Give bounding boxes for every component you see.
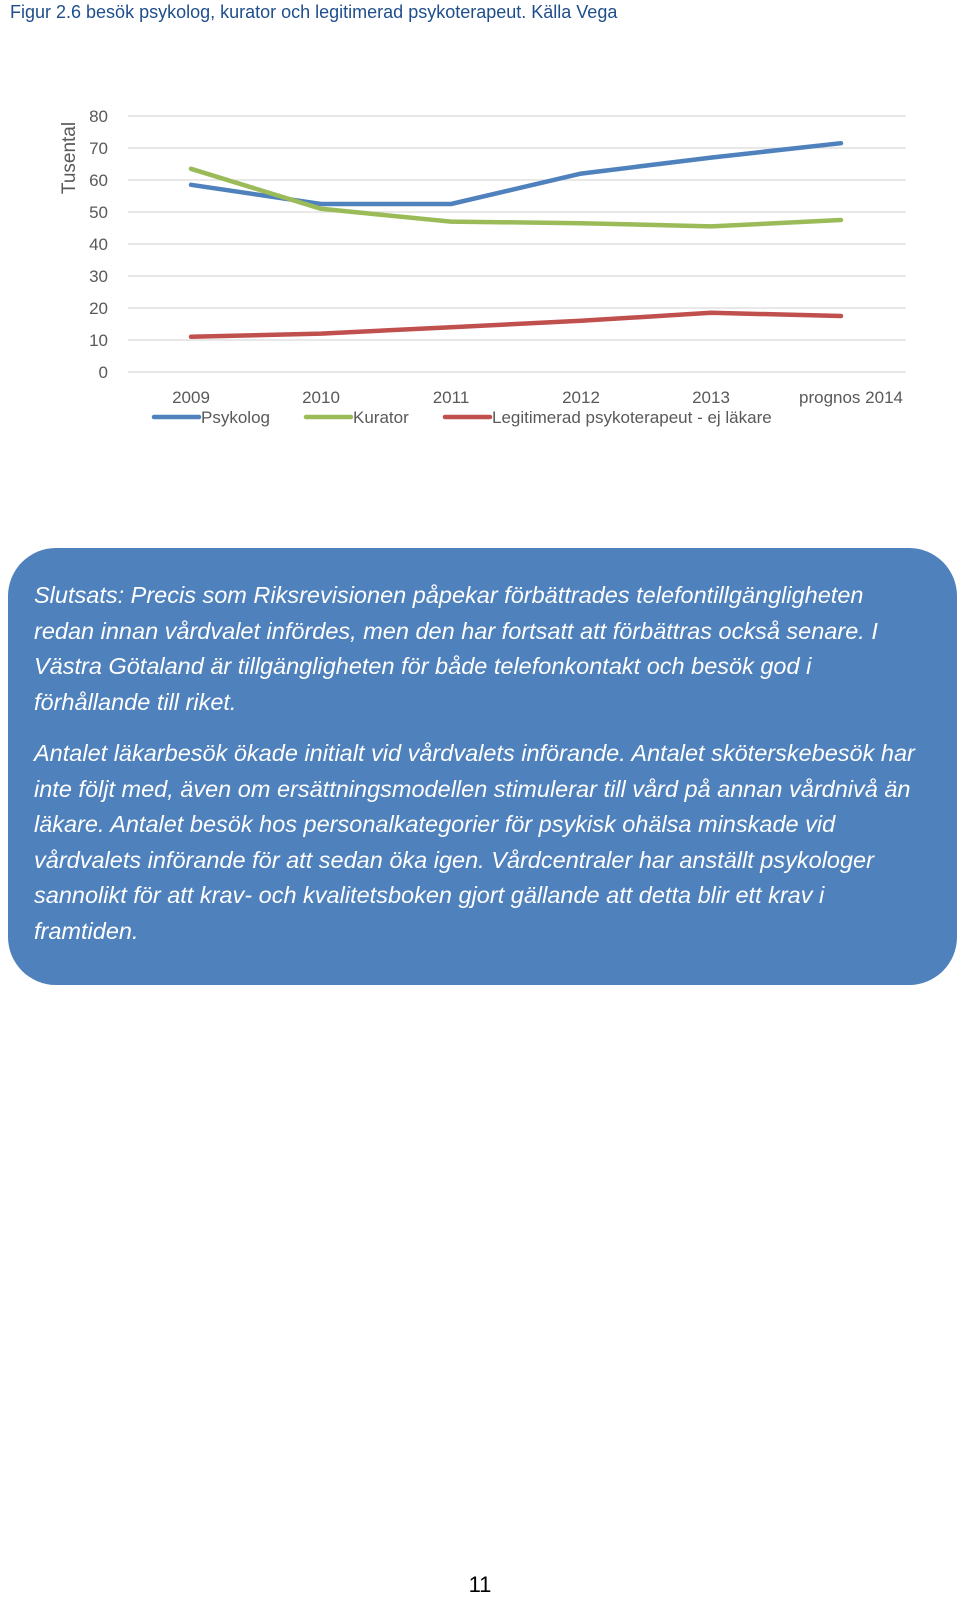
x-axis-ticks [172, 388, 903, 407]
y-tick-label: 40 [89, 235, 108, 254]
figure-caption: Figur 2.6 besök psykolog, kurator och legitimerad psykoterapeut. Källa Vega [10, 2, 618, 22]
page-number: 11 [468, 1572, 492, 1597]
conclusion-paragraph-2: Antalet läkarbesök ökade initialt vid vårdvalets införande. Antalet sköterskebesök har inte följt med, även om ersättningsmodellen stimulerar till vård på annan vårdnivå än läkare. Antalet besök hos personalkategorier för psykisk ohälsa minskade vid vårdvalets införande för att sedan öka igen. Vårdcentraler har anställt psykologer sannolikt för att krav- och kvalitetsboken gjort gällande att detta blir ett krav i framtiden. [34, 740, 915, 944]
y-axis-title: Tusental [59, 121, 80, 195]
y-tick-label: 70 [89, 139, 108, 158]
y-tick-label: 10 [89, 331, 108, 350]
x-tick-label: 2013 [692, 388, 730, 407]
legend [154, 408, 772, 427]
series-line-1 [191, 143, 841, 204]
y-tick-label: 30 [89, 267, 108, 286]
y-tick-label: 80 [89, 107, 108, 126]
x-tick-label: 2012 [562, 388, 600, 407]
y-tick-label: 0 [98, 363, 108, 382]
legend-label-3: Legitimerad psykoterapeut - ej läkare [492, 408, 772, 427]
y-tick-label: 60 [89, 171, 108, 190]
x-tick-label: 2009 [172, 388, 210, 407]
conclusion-paragraph-1: Slutsats: Precis som Riksrevisionen påpekar förbättrades telefontillgängligheten redan innan vårdvalet infördes, men den har fortsatt att förbättras också senare. I Västra Götaland är tillgängligheten för både telefonkontakt och besök god i förhållande till riket. [34, 582, 878, 715]
y-tick-label: 20 [89, 299, 108, 318]
x-tick-label: 2011 [432, 388, 470, 407]
y-tick-label: 50 [89, 203, 108, 222]
y-axis-ticks [89, 107, 108, 382]
legend-label-2: Kurator [353, 408, 409, 427]
x-tick-label: 2010 [302, 388, 340, 407]
line-chart [0, 0, 960, 440]
series-line-3 [191, 313, 841, 337]
conclusion-box [8, 548, 957, 985]
x-tick-label: prognos 2014 [799, 388, 903, 407]
legend-label-1: Psykolog [201, 408, 270, 427]
series-line-2 [191, 169, 841, 227]
